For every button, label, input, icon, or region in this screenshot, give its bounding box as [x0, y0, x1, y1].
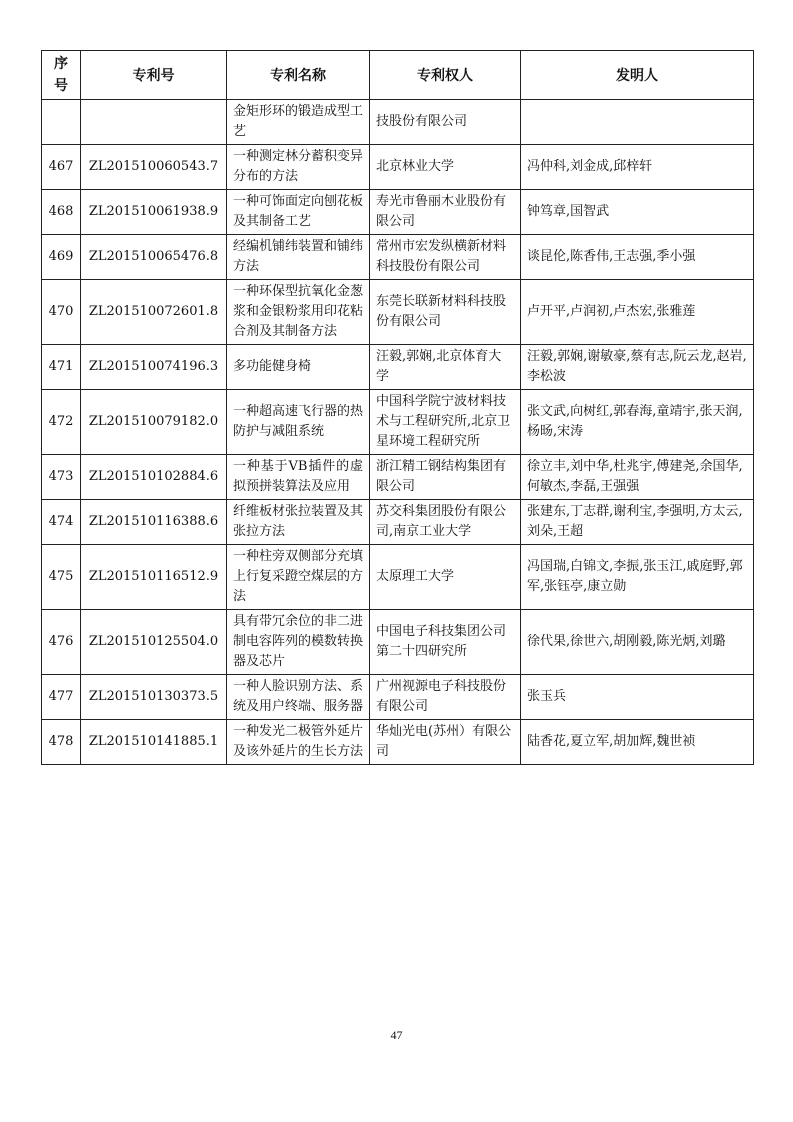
patent-title: 纤维板材张拉装置及其张拉方法: [227, 500, 370, 545]
table-row: [42, 235, 754, 280]
col-header-number-line1: 序: [54, 56, 68, 72]
table-row: [42, 345, 754, 390]
row-number: 470: [42, 280, 81, 345]
patent-title: 金矩形环的锻造成型工艺: [227, 100, 370, 145]
table-row: [42, 545, 754, 610]
patent-table: [41, 50, 754, 765]
patent-holder: 广州视源电子科技股份有限公司: [370, 675, 521, 720]
table-row: [42, 610, 754, 675]
patent-number: ZL201510061938.9: [81, 190, 227, 235]
patent-holder: 北京林业大学: [370, 145, 521, 190]
col-header-number: [42, 51, 81, 100]
row-number: 468: [42, 190, 81, 235]
patent-title: 一种测定林分蓄积变异分布的方法: [227, 145, 370, 190]
patent-number: ZL201510072601.8: [81, 280, 227, 345]
patent-holder: 太原理工大学: [370, 545, 521, 610]
patent-holder: 东莞长联新材料科技股份有限公司: [370, 280, 521, 345]
table-row: [42, 280, 754, 345]
row-number: 476: [42, 610, 81, 675]
patent-title: 一种环保型抗氧化金葱浆和金银粉浆用印花粘合剂及其制备方法: [227, 280, 370, 345]
table-row: [42, 500, 754, 545]
row-number: 467: [42, 145, 81, 190]
patent-holder: 华灿光电(苏州）有限公司: [370, 720, 521, 765]
patent-title: 多功能健身椅: [227, 345, 370, 390]
page-number: 47: [390, 1028, 403, 1042]
inventors: 张玉兵: [521, 675, 754, 720]
row-number: 472: [42, 390, 81, 455]
table-row: [42, 390, 754, 455]
row-number: 473: [42, 455, 81, 500]
patent-number: ZL201510102884.6: [81, 455, 227, 500]
col-header-patent-holder: 专利权人: [370, 51, 521, 100]
inventors: 张文武,向树红,郭春海,童靖宇,张天润,杨旸,宋涛: [521, 390, 754, 455]
table-row: [42, 100, 754, 145]
patent-title: 一种超高速飞行器的热防护与减阻系统: [227, 390, 370, 455]
col-header-patent-number: 专利号: [81, 51, 227, 100]
patent-title: 经编机铺纬装置和铺纬方法: [227, 235, 370, 280]
row-number: [42, 100, 81, 145]
inventors: 谈昆伦,陈香伟,王志强,季小强: [521, 235, 754, 280]
patent-title: 具有带冗余位的非二进制电容阵列的模数转换器及芯片: [227, 610, 370, 675]
patent-title: 一种基于VB插件的虚拟预拼装算法及应用: [227, 455, 370, 500]
inventors: 徐立丰,刘中华,杜兆宇,傅建尧,余国华,何敏杰,李磊,王强强: [521, 455, 754, 500]
patent-holder: 汪毅,郭娴,北京体育大学: [370, 345, 521, 390]
patent-holder: 中国科学院宁波材料技术与工程研究所,北京卫星环境工程研究所: [370, 390, 521, 455]
inventors: 冯国瑞,白锦文,李振,张玉江,戚庭野,郭军,张钰亭,康立勋: [521, 545, 754, 610]
patent-number: ZL201510141885.1: [81, 720, 227, 765]
patent-holder: 苏交科集团股份有限公司,南京工业大学: [370, 500, 521, 545]
inventors: 汪毅,郭娴,谢敏豪,蔡有志,阮云龙,赵岩,李松波: [521, 345, 754, 390]
inventors: 卢开平,卢润初,卢杰宏,张雅莲: [521, 280, 754, 345]
patent-title: 一种柱旁双侧部分充填上行复采蹬空煤层的方法: [227, 545, 370, 610]
row-number: 475: [42, 545, 81, 610]
table-header-row: [42, 51, 754, 100]
table-row: [42, 455, 754, 500]
table-row: [42, 145, 754, 190]
row-number: 477: [42, 675, 81, 720]
patent-holder: 常州市宏发纵横新材料科技股份有限公司: [370, 235, 521, 280]
row-number: 474: [42, 500, 81, 545]
inventors: [521, 100, 754, 145]
col-header-number-line2: 号: [54, 78, 68, 94]
table-row: [42, 720, 754, 765]
table-row: [42, 190, 754, 235]
patent-number: ZL201510125504.0: [81, 610, 227, 675]
patent-number: ZL201510130373.5: [81, 675, 227, 720]
patent-title: 一种发光二极管外延片及该外延片的生长方法: [227, 720, 370, 765]
row-number: 469: [42, 235, 81, 280]
patent-holder: 浙江精工钢结构集团有限公司: [370, 455, 521, 500]
patent-holder: 寿光市鲁丽木业股份有限公司: [370, 190, 521, 235]
patent-number: ZL201510079182.0: [81, 390, 227, 455]
table-row: [42, 675, 754, 720]
patent-title: 一种人脸识别方法、系统及用户终端、服务器: [227, 675, 370, 720]
row-number: 471: [42, 345, 81, 390]
patent-title: 一种可饰面定向刨花板及其制备工艺: [227, 190, 370, 235]
patent-number: [81, 100, 227, 145]
patent-number: ZL201510065476.8: [81, 235, 227, 280]
col-header-inventors: 发明人: [521, 51, 754, 100]
patent-holder: 中国电子科技集团公司第二十四研究所: [370, 610, 521, 675]
inventors: 冯仲科,刘金成,邱梓轩: [521, 145, 754, 190]
inventors: 钟笃章,国智武: [521, 190, 754, 235]
col-header-patent-title: 专利名称: [227, 51, 370, 100]
patent-number: ZL201510116512.9: [81, 545, 227, 610]
row-number: 478: [42, 720, 81, 765]
patent-holder: 技股份有限公司: [370, 100, 521, 145]
patent-number: ZL201510116388.6: [81, 500, 227, 545]
patent-number: ZL201510074196.3: [81, 345, 227, 390]
inventors: 张建东,丁志群,谢利宝,李强明,方太云,刘朵,王超: [521, 500, 754, 545]
inventors: 陆香花,夏立军,胡加辉,魏世祯: [521, 720, 754, 765]
inventors: 徐代果,徐世六,胡刚毅,陈光炳,刘璐: [521, 610, 754, 675]
patent-number: ZL201510060543.7: [81, 145, 227, 190]
